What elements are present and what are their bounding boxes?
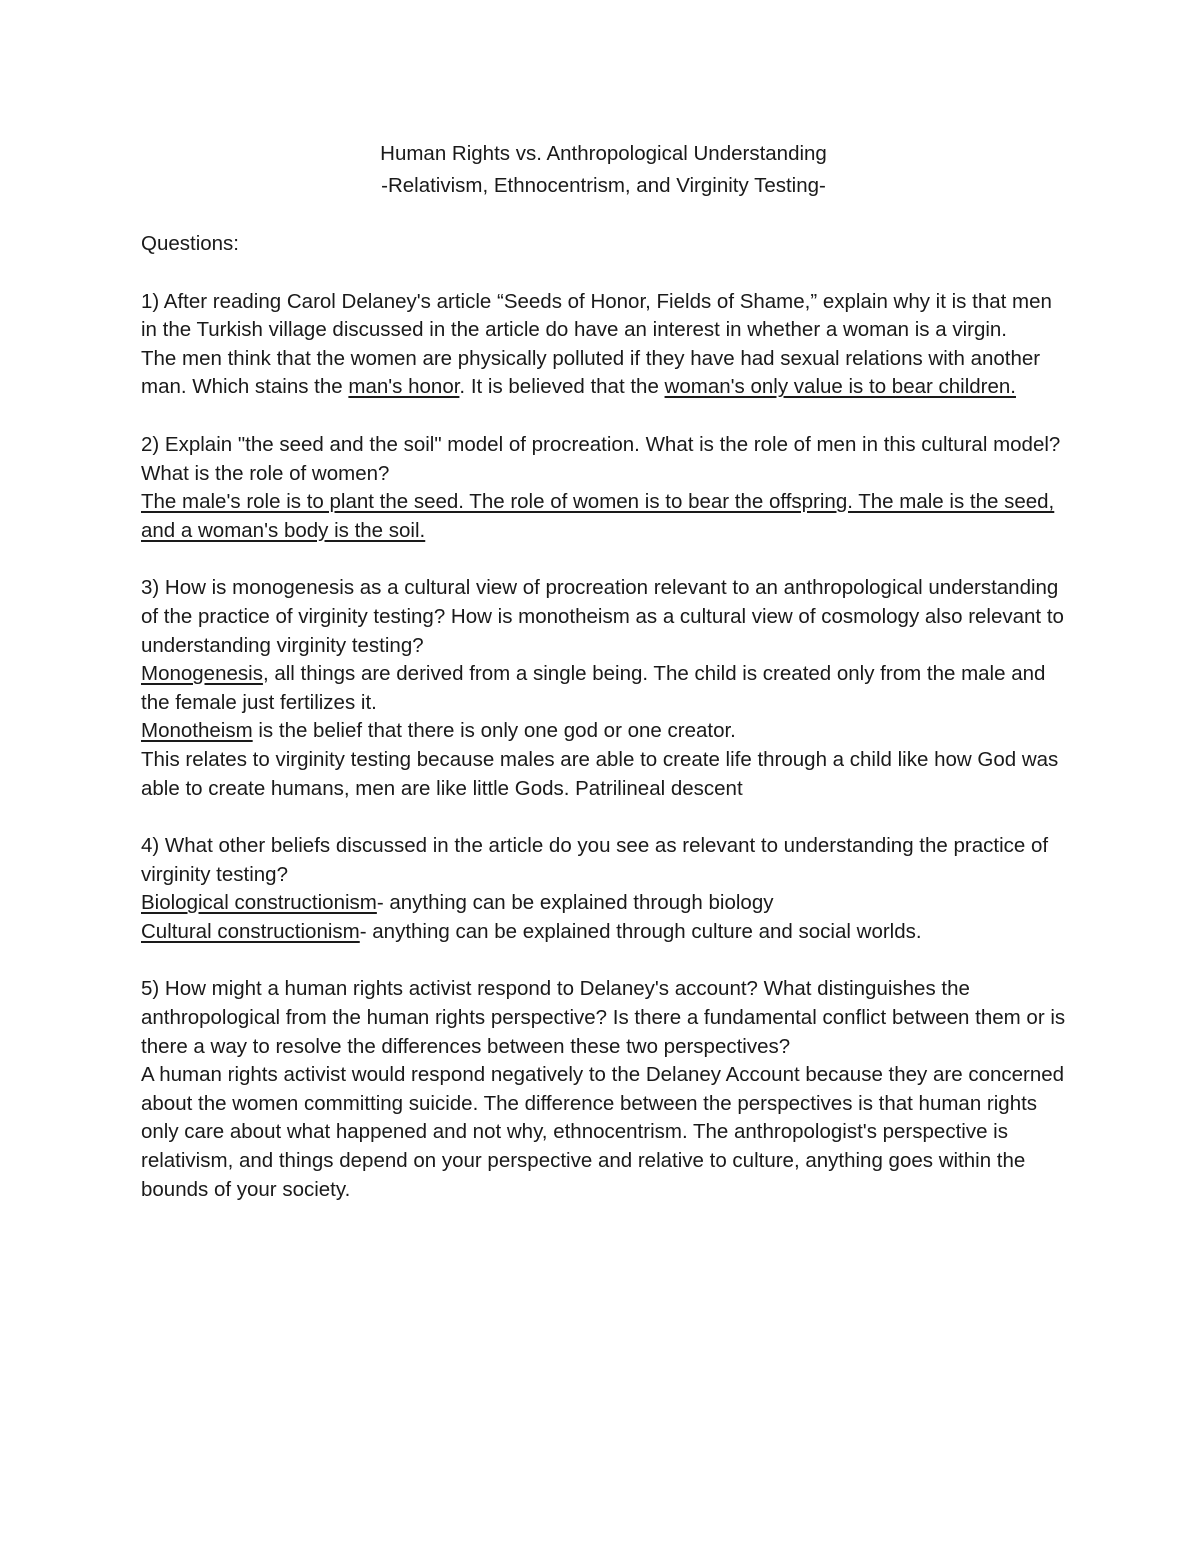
answer-3-monogenesis: [141, 660, 1066, 717]
questions-heading: Questions:: [141, 232, 239, 255]
term-monotheism: Monotheism: [141, 719, 253, 743]
term-monogenesis: Monogenesis: [141, 662, 263, 686]
answer-1-underline-value: woman's only value is to bear children.: [664, 375, 1016, 399]
document-page: [141, 138, 1066, 1204]
question-3: 3) How is monogenesis as a cultural view of procreation relevant to an anthropological understanding of the practice of virginity testing? How is monotheism as a cultural view of cosmology also relevant to understanding virginity testing?: [141, 576, 1064, 657]
question-1: 1) After reading Carol Delaney's article “Seeds of Honor, Fields of Shame,” explain why it is that men in the Turkish village discussed in the article do have an interest in whether a woman is a virgin.: [141, 289, 1052, 342]
document-title: Human Rights vs. Anthropological Understanding: [380, 142, 827, 165]
answer-1-text-a: The men think that the women are physically polluted if they have had sexual relations with another man. Which stains the: [141, 346, 1041, 399]
term-cultural-constructionism: Cultural constructionism: [141, 919, 360, 943]
def-biological-constructionism: - anything can be explained through biology: [376, 891, 774, 915]
def-monotheism: is the belief that there is only one god or one creator.: [252, 719, 736, 743]
answer-2: The male's role is to plant the seed. The role of women is to bear the offspring. The male is the seed, and a woman's body is the soil.: [141, 490, 1055, 542]
answer-3-relation: This relates to virginity testing because males are able to create life through a child like how God was able to create humans, men are like little Gods. Patrilineal descent: [141, 747, 1059, 800]
answer-1-underline-honor: man's honor: [348, 375, 460, 399]
def-cultural-constructionism: - anything can be explained through culture and social worlds.: [359, 919, 922, 943]
answer-1-text-b: . It is believed that the: [459, 375, 665, 399]
question-5: 5) How might a human rights activist respond to Delaney's account? What distinguishes the anthropological from the human rights perspective? Is there a fundamental conflict between them or is there a way to resolve the differences between these two perspectives?: [141, 977, 1066, 1058]
answer-3-monotheism: [141, 717, 1066, 746]
term-biological-constructionism: Biological constructionism: [141, 891, 377, 915]
question-2: 2) Explain "the seed and the soil" model of procreation. What is the role of men in this cultural model? What is the role of women?: [141, 432, 1061, 485]
answer-1: [141, 345, 1066, 402]
answer-5: A human rights activist would respond negatively to the Delaney Account because they are concerned about the women committing suicide. The difference between the perspectives is that human rights only care about what happened and not why, ethnocentrism. The anthropologist's perspective is relativism, and things depend on your perspective and relative to culture, anything goes within the bounds of your society.: [141, 1063, 1065, 1201]
document-subtitle: -Relativism, Ethnocentrism, and Virginity Testing-: [381, 174, 826, 197]
answer-4-biological: [141, 889, 1066, 918]
def-monogenesis: , all things are derived from a single being. The child is created only from the male and the female just fertilizes it.: [141, 662, 1046, 714]
question-4: 4) What other beliefs discussed in the article do you see as relevant to understanding the practice of virginity testing?: [141, 834, 1049, 886]
answer-4-cultural: [141, 918, 1066, 947]
